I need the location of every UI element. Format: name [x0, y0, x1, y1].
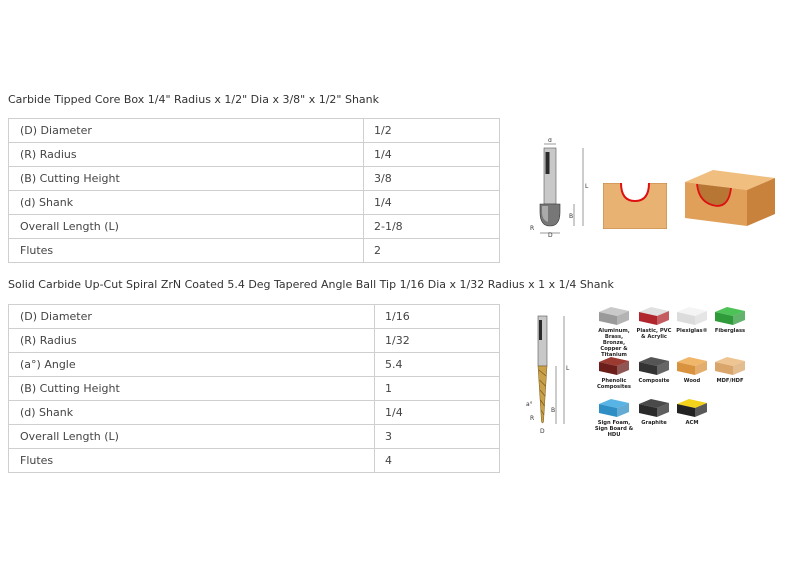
material-label: Plexiglas® — [676, 328, 708, 334]
table-row — [9, 425, 500, 449]
material-item — [710, 306, 750, 334]
table-row — [9, 329, 500, 353]
product-1-title: Carbide Tipped Core Box 1/4" Radius x 1/2" Dia x 3/8" x 1/2" Shank — [8, 93, 380, 106]
material-swatch-icon — [713, 356, 747, 376]
spec-label: Flutes — [9, 449, 375, 473]
dim-B-label: B — [569, 213, 574, 220]
profile-cut-icon — [603, 183, 667, 229]
table-row — [9, 353, 500, 377]
product-1-spec-table — [8, 118, 500, 263]
material-item — [594, 398, 634, 438]
spec-label: (d) Shank — [9, 191, 364, 215]
material-item — [710, 356, 750, 384]
material-item — [594, 306, 634, 358]
material-swatch-icon — [713, 306, 747, 326]
spec-label: (B) Cutting Height — [9, 167, 364, 191]
spec-value: 4 — [375, 449, 500, 473]
tapered-ball-bit-diagram — [526, 310, 576, 436]
spec-label: (R) Radius — [9, 329, 375, 353]
table-row — [9, 401, 500, 425]
core-box-bit-diagram — [528, 138, 590, 238]
spec-label: Overall Length (L) — [9, 425, 375, 449]
spec-value: 1/4 — [364, 143, 500, 167]
table-row — [9, 239, 500, 263]
product-2-title: Solid Carbide Up-Cut Spiral ZrN Coated 5.4 Deg Tapered Angle Ball Tip 1/16 Dia x 1/32 Radius x 1 x 1/4 Shank — [8, 278, 614, 291]
material-item — [672, 306, 712, 334]
material-label: Composite — [638, 378, 670, 384]
dim-D-label-2: D — [540, 428, 545, 435]
material-label: Fiberglass — [714, 328, 746, 334]
wood-block-cut-icon — [683, 168, 777, 228]
material-swatch-icon — [637, 398, 671, 418]
material-label: Graphite — [641, 420, 667, 426]
table-row — [9, 377, 500, 401]
dim-R-label-2: R — [530, 415, 535, 422]
spec-value: 2-1/8 — [364, 215, 500, 239]
material-item — [634, 306, 674, 340]
spec-label: (R) Radius — [9, 143, 364, 167]
dim-angle-label: a° — [526, 401, 533, 408]
table-row — [9, 191, 500, 215]
dim-B-label-2: B — [551, 407, 556, 414]
material-label: Wood — [683, 378, 701, 384]
table-row — [9, 305, 500, 329]
material-swatch-icon — [597, 306, 631, 326]
spec-value: 2 — [364, 239, 500, 263]
spec-value: 3 — [375, 425, 500, 449]
spec-label: (D) Diameter — [9, 305, 375, 329]
table-row — [9, 119, 500, 143]
spec-label: Flutes — [9, 239, 364, 263]
material-label: MDF/HDF — [716, 378, 744, 384]
spec-label: (d) Shank — [9, 401, 375, 425]
dim-d-label: d — [548, 138, 552, 144]
dim-D-label: D — [548, 232, 553, 238]
spec-value: 5.4 — [375, 353, 500, 377]
spec-label: (D) Diameter — [9, 119, 364, 143]
material-item — [594, 356, 634, 390]
material-item — [672, 356, 712, 384]
material-label: Sign Foam, Sign Board & HDU — [594, 420, 634, 438]
material-swatch-icon — [675, 398, 709, 418]
material-swatch-icon — [637, 306, 671, 326]
dim-R-label: R — [530, 225, 535, 232]
table-row — [9, 449, 500, 473]
spec-value: 1/16 — [375, 305, 500, 329]
material-swatch-icon — [675, 306, 709, 326]
table-row — [9, 167, 500, 191]
material-label: Aluminum, Brass, Bronze, Copper & Titanium — [598, 328, 630, 358]
material-label: Plastic, PVC & Acrylic — [636, 328, 672, 340]
material-item — [634, 356, 674, 384]
spec-value: 1/32 — [375, 329, 500, 353]
spec-value: 1 — [375, 377, 500, 401]
spec-label: (a°) Angle — [9, 353, 375, 377]
spec-label: Overall Length (L) — [9, 215, 364, 239]
table-row — [9, 143, 500, 167]
spec-value: 3/8 — [364, 167, 500, 191]
material-label: ACM — [685, 420, 699, 426]
material-swatch-icon — [597, 356, 631, 376]
spec-value: 1/4 — [375, 401, 500, 425]
dim-L-label: L — [585, 183, 589, 190]
material-swatch-icon — [675, 356, 709, 376]
spec-value: 1/2 — [364, 119, 500, 143]
spec-label: (B) Cutting Height — [9, 377, 375, 401]
material-item — [672, 398, 712, 426]
material-swatch-icon — [637, 356, 671, 376]
dim-L-label-2: L — [566, 365, 570, 372]
material-label: Phenolic Composites — [596, 378, 631, 390]
material-swatch-icon — [597, 398, 631, 418]
table-row — [9, 215, 500, 239]
product-2-spec-table — [8, 304, 500, 473]
material-item — [634, 398, 674, 426]
spec-value: 1/4 — [364, 191, 500, 215]
